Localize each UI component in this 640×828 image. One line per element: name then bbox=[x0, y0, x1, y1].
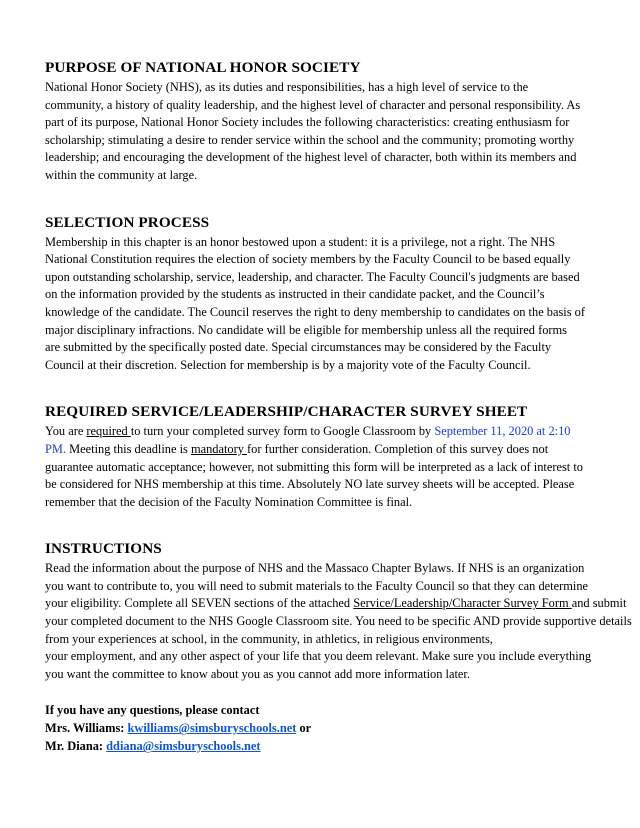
purpose-line: part of its purpose, National Honor Society includes the following characteristics: creating enthusiasm for bbox=[45, 115, 570, 130]
survey-form-link[interactable]: Service/Leadership/Character Survey Form bbox=[353, 596, 572, 611]
purpose-line: scholarship; stimulating a desire to render service within the school and the community; promoting worthy bbox=[45, 132, 575, 147]
deadline-date-cont: PM. bbox=[45, 441, 67, 456]
selection-line: Council at their discretion. Selection for membership is by a majority vote of the Faculty Council. bbox=[45, 357, 531, 372]
instructions-section bbox=[45, 539, 640, 683]
survey-line: guarantee automatic acceptance; however, not submitting this form will be interpreted as a lack of interest to bbox=[45, 459, 583, 474]
survey-text: Meeting this deadline is bbox=[66, 441, 191, 456]
instructions-line: your employment, and any other aspect of your life that you deem relevant. Make sure you include everything bbox=[45, 649, 592, 664]
survey-heading: REQUIRED SERVICE/LEADERSHIP/CHARACTER SURVEY SHEET bbox=[45, 403, 528, 421]
purpose-section bbox=[45, 58, 640, 185]
instructions-text: and submit bbox=[571, 596, 627, 611]
survey-section bbox=[45, 402, 640, 511]
instructions-line: from your experiences at school, in the community, in athletics, in religious environments, bbox=[45, 631, 493, 646]
survey-text: for further consideration. Completion of this survey does not bbox=[247, 441, 549, 456]
contact-block bbox=[45, 701, 640, 755]
contact-or: or bbox=[296, 721, 312, 736]
purpose-line: community, a history of quality leadership, and the highest level of character and personal responsibility. As bbox=[45, 97, 581, 112]
selection-line: on the information provided by the students as instructed in their candidate packet, and the Council’s bbox=[45, 287, 545, 302]
document-page bbox=[45, 58, 640, 755]
contact-williams bbox=[45, 719, 640, 737]
contact-intro: If you have any questions, please contact bbox=[45, 703, 260, 718]
selection-heading: SELECTION PROCESS bbox=[45, 213, 210, 231]
selection-line: major disciplinary infractions. No candidate will be eligible for membership unless all the required forms bbox=[45, 322, 567, 337]
required-word: required bbox=[86, 424, 131, 439]
williams-email-link[interactable]: kwilliams@simsburyschools.net bbox=[127, 721, 297, 736]
contact-label: Mrs. Williams: bbox=[45, 721, 128, 736]
survey-line: remember that the decision of the Faculty Nomination Committee is final. bbox=[45, 494, 413, 509]
purpose-line: National Honor Society (NHS), as its duties and responsibilities, has a high level of service to the bbox=[45, 80, 529, 94]
selection-line: National Constitution requires the election of society members by the Faculty Council to be based equally bbox=[45, 252, 571, 267]
diana-email-link[interactable]: ddiana@simsburyschools.net bbox=[106, 739, 261, 754]
selection-line: upon outstanding scholarship, service, leadership, and character. The Faculty Council's judgments are based bbox=[45, 269, 580, 284]
selection-line: knowledge of the candidate. The Council reserves the right to deny membership to candidates on the basis of bbox=[45, 304, 585, 319]
purpose-line: leadership; and encouraging the development of the highest level of character, both within its members and bbox=[45, 150, 577, 165]
selection-body bbox=[45, 234, 640, 375]
instructions-heading: INSTRUCTIONS bbox=[45, 540, 162, 558]
instructions-line: you want the committee to know about you as you cannot add more information later. bbox=[45, 666, 470, 681]
instructions-line: Read the information about the purpose of NHS and the Massaco Chapter Bylaws. If NHS is an organization bbox=[45, 561, 585, 576]
instructions-body bbox=[45, 560, 640, 683]
contact-label: Mr. Diana: bbox=[45, 739, 107, 754]
survey-body bbox=[45, 423, 640, 511]
instructions-line: you want to contribute to, you will need to submit materials to the Faculty Council so that they can determine bbox=[45, 578, 589, 593]
purpose-body bbox=[45, 79, 640, 185]
selection-line: are submitted by the specifically posted date. Special circumstances may be considered by the Faculty bbox=[45, 340, 552, 355]
deadline-date: September 11, 2020 at 2:10 bbox=[434, 424, 571, 439]
instructions-text: your eligibility. Complete all SEVEN sections of the attached bbox=[45, 596, 354, 611]
survey-text: You are bbox=[45, 424, 87, 439]
purpose-line: within the community at large. bbox=[45, 167, 198, 182]
survey-line: be considered for NHS membership at this time. Absolutely NO late survey sheets will be accepted. Please bbox=[45, 477, 575, 492]
instructions-line: your completed document to the NHS Google Classroom site. You need to be specific AND provide supportive details bbox=[45, 614, 632, 629]
survey-text: to turn your completed survey form to Google Classroom by bbox=[130, 424, 435, 439]
contact-diana bbox=[45, 737, 640, 755]
purpose-heading: PURPOSE OF NATIONAL HONOR SOCIETY bbox=[45, 59, 361, 76]
selection-line: Membership in this chapter is an honor bestowed upon a student: it is a privilege, not a right. The NHS bbox=[45, 234, 556, 249]
mandatory-word: mandatory bbox=[190, 441, 248, 456]
selection-section bbox=[45, 213, 640, 375]
